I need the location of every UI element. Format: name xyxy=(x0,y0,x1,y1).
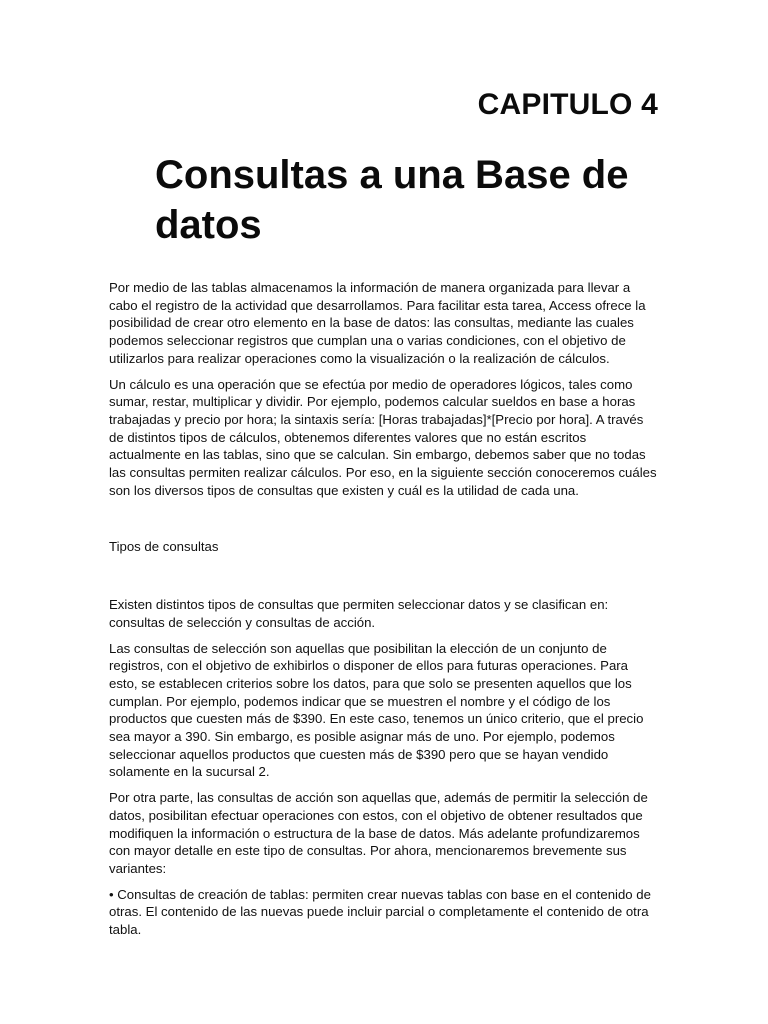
body-text xyxy=(109,279,659,947)
bullet-item-creacion: • Consultas de creación de tablas: permiten crear nuevas tablas con base en el contenido de otras. El contenido de las nuevas puede incluir parcial o completamente el contenido de otra tabla. xyxy=(109,886,651,938)
chapter-label: CAPITULO 4 xyxy=(477,88,658,121)
paragraph-tipos: Existen distintos tipos de consultas que permiten seleccionar datos y se clasifican en: consultas de selección y consultas de acción. xyxy=(109,597,609,630)
paragraph-calculo: Un cálculo es una operación que se efectúa por medio de operadores lógicos, tales como sumar, restar, multiplicar y dividir. Por ejemplo, podemos calcular sueldos en base a horas trabajadas y precio por hora; la sintaxis sería: [Horas trabajadas]*[Precio por hora]. A través de distintos tipos de cálculos, obtenemos diferentes valores que no están escritos actualmente en las tablas, sino que se calculan. Sin embargo, debemos saber que no todas las consultas permiten realizar cálculos. Por eso, en la siguiente sección conoceremos cuáles son los diversos tipos de consultas que existen y cuál es la utilidad de cada una. xyxy=(109,376,657,498)
paragraph-seleccion: Las consultas de selección son aquellas que posibilitan la elección de un conjunto de registros, con el objetivo de exhibirlos o disponer de ellos para futuras operaciones. Para esto, se establecen criterios sobre los datos, para que solo se presenten aquellos que los cumplan. Por ejemplo, podemos indicar que se muestren el nombre y el código de los productos que cuesten más de $390. En este caso, tenemos un único criterio, que el precio sea mayor a 390. Sin embargo, es posible asignar más de uno. Por ejemplo, podemos seleccionar aquellos productos que cuesten más de $390 pero que se hayan vendido solamente en la sucursal 2. xyxy=(109,640,644,780)
paragraph-accion: Por otra parte, las consultas de acción son aquellas que, además de permitir la selección de datos, posibilitan efectuar operaciones con estos, con el objetivo de obtener resultados que modifiquen la información o estructura de la base de datos. Más adelante profundizaremos con mayor detalle en este tipo de consultas. Por ahora, mencionaremos brevemente sus variantes: xyxy=(109,790,648,876)
paragraph-intro: Por medio de las tablas almacenamos la información de manera organizada para llevar a cabo el registro de la actividad que desarrollamos. Para facilitar esta tarea, Access ofrece la posibilidad de crear otro elemento en la base de datos: las consultas, mediante las cuales podemos seleccionar registros que cumplan una o varias condiciones, con el objetivo de utilizarlos para realizar operaciones como la visualización o la realización de cálculos. xyxy=(109,280,646,366)
page-title: Consultas a una Base de datos xyxy=(155,153,629,247)
section-heading-tipos: Tipos de consultas xyxy=(109,539,219,555)
